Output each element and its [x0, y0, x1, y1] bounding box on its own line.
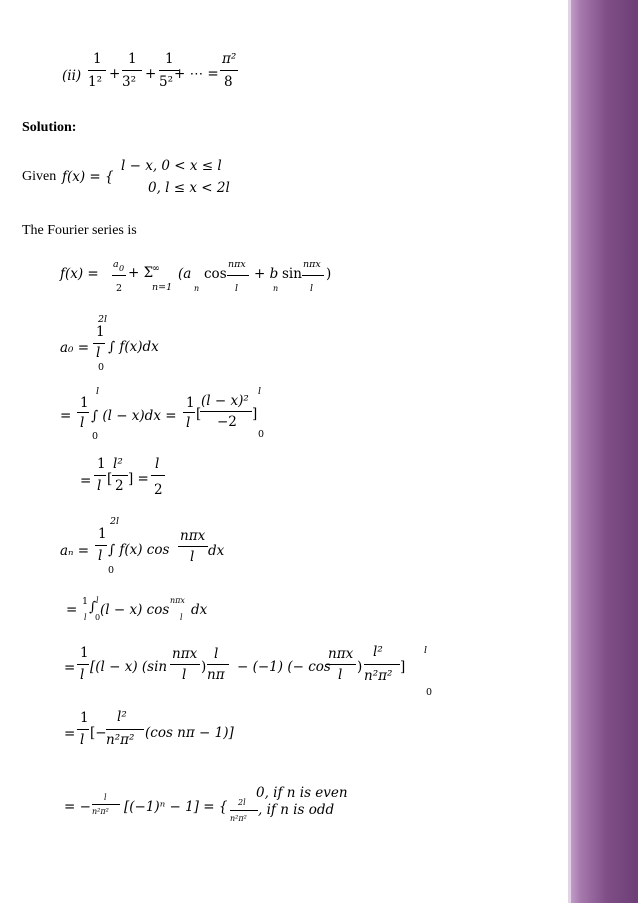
lower-limit: 0 — [92, 431, 99, 442]
equals: = — [60, 408, 72, 424]
a0-numerator: a — [113, 259, 119, 270]
npix-num: nπx — [172, 646, 198, 662]
an-open: (a — [178, 266, 192, 282]
l-squared: l² — [117, 709, 127, 725]
integral-expr: ∫ f(x)dx — [108, 339, 159, 355]
one-num: 1 — [97, 456, 106, 472]
fraction-bar — [77, 664, 89, 665]
two-den: 2 — [154, 482, 163, 498]
minus-cos: − (−1) (− cos — [237, 659, 331, 675]
dx-label: dx — [208, 543, 225, 559]
npix-num: nπx — [180, 528, 206, 544]
case-odd: , if n is odd — [258, 802, 335, 818]
denominator-3: 3² — [122, 74, 137, 90]
fraction-bar — [112, 275, 126, 276]
l-num: l — [155, 456, 160, 472]
l-squared: l² — [113, 456, 123, 472]
n2pi2-den: n²π² — [230, 814, 247, 823]
numerator-1c: 1 — [165, 51, 174, 67]
bracket-open: [ — [196, 406, 202, 422]
upper-limit: l — [96, 386, 100, 397]
two-l-num: 2l — [238, 798, 246, 807]
l-den: l — [338, 667, 343, 683]
upper-limit: 2l — [110, 516, 120, 527]
bracket-open: [ — [107, 471, 113, 487]
lower-limit: 0 — [258, 429, 265, 440]
eight: 8 — [224, 74, 233, 90]
fraction-bar — [92, 804, 120, 805]
close-paren: ) — [357, 659, 363, 675]
npi-den: nπ — [207, 667, 225, 683]
one-num: 1 — [80, 645, 89, 661]
an-lhs: aₙ = — [60, 543, 90, 559]
case-2: 0, l ≤ x < 2l — [148, 180, 230, 196]
fraction-bar — [364, 664, 400, 665]
lower-limit: 0 — [108, 565, 115, 576]
l-den: l — [97, 478, 102, 494]
l-num: l — [104, 793, 107, 802]
fraction-bar — [151, 475, 165, 476]
integral-expr: ∫ f(x) cos — [108, 542, 170, 558]
equals: = — [64, 726, 76, 742]
fraction-bar — [227, 275, 249, 276]
fourier-intro: The Fourier series is — [22, 223, 137, 238]
l-den: l — [190, 549, 195, 565]
numerator-1b: 1 — [128, 51, 137, 67]
two-denominator: 2 — [116, 283, 123, 294]
pi-squared: π² — [222, 51, 237, 67]
fx-brace: f(x) = { — [62, 169, 114, 185]
l-den: l — [182, 667, 187, 683]
l-den: l — [98, 548, 103, 564]
one-num: 1 — [186, 395, 195, 411]
n-sub: n — [194, 284, 200, 293]
two-den: 2 — [115, 478, 124, 494]
one-num: 1 — [98, 526, 107, 542]
n-sub: n — [273, 284, 279, 293]
numerator-1a: 1 — [93, 51, 102, 67]
cos-label: cos — [204, 266, 227, 282]
upper-limit: l — [424, 645, 428, 656]
sum-lower: n=1 — [152, 282, 173, 293]
minus-two-den: −2 — [217, 414, 237, 430]
one-num: 1 — [82, 596, 89, 607]
l-den: l — [186, 415, 191, 431]
npix-num: nπx — [228, 259, 246, 270]
case-1: l − x, 0 < x ≤ l — [121, 158, 222, 174]
fraction-bar — [94, 475, 106, 476]
npix-num: nπx — [328, 646, 354, 662]
plus-sign: + — [109, 66, 121, 82]
fraction-bar — [200, 411, 252, 412]
one-num: 1 — [96, 324, 105, 340]
l-den: l — [180, 613, 183, 622]
solution-heading: Solution: — [22, 120, 77, 135]
bracket-close: ] — [252, 406, 258, 422]
bracket-open: [− — [90, 725, 107, 741]
one-num: 1 — [80, 710, 89, 726]
square-num: (l − x)² — [201, 393, 249, 409]
lower-limit: 0 — [95, 613, 101, 622]
l-den: l — [310, 283, 314, 294]
given-label: Given — [22, 169, 57, 184]
fraction-bar — [326, 664, 356, 665]
npix-num: nπx — [170, 596, 185, 605]
fraction-bar — [178, 546, 208, 547]
equals: = — [66, 602, 78, 618]
equals-minus: = − — [64, 799, 91, 815]
sum-sign: + Σ — [128, 265, 154, 281]
a0-lhs: a₀ = — [60, 340, 90, 356]
fraction-bar — [183, 412, 195, 413]
bracket-close-eq: ] = — [128, 471, 149, 487]
upper-limit: 2l — [98, 314, 108, 325]
denominator-5: 5² — [159, 74, 174, 90]
fraction-bar — [88, 70, 106, 71]
n2pi2-den: n²π² — [92, 807, 109, 816]
sin-label: sin — [282, 266, 302, 282]
case-even: 0, if n is even — [256, 785, 348, 801]
cos-expr: (cos nπ − 1)] — [145, 725, 234, 741]
decorative-sidebar — [568, 0, 638, 903]
plus-b: + b — [254, 266, 279, 282]
plus-sign: + — [145, 66, 157, 82]
l-den: l — [84, 613, 87, 622]
power-expr: [(−1)ⁿ − 1] = { — [124, 799, 228, 815]
bracket-close: ] — [400, 659, 406, 675]
l-squared: l² — [373, 644, 383, 660]
npix-num: nπx — [303, 259, 321, 270]
l-den: l — [235, 283, 239, 294]
series-label: (ii) — [62, 68, 82, 84]
lower-limit: 0 — [98, 362, 105, 373]
one-num: 1 — [80, 395, 89, 411]
n2pi2-den: n²π² — [364, 668, 393, 684]
a0-sub: 0 — [119, 264, 125, 273]
integral-expr: ∫ (l − x)dx = — [91, 408, 177, 424]
integral-sign: ∫ — [89, 599, 97, 615]
equals: = — [80, 473, 92, 489]
fraction-bar — [77, 412, 89, 413]
fx-lhs: f(x) = — [60, 266, 99, 282]
fraction-bar — [106, 729, 144, 730]
l-den: l — [96, 345, 101, 361]
fraction-bar — [122, 70, 142, 71]
dots-equals: + ⋯ = — [174, 66, 219, 82]
close-paren: ) — [201, 659, 207, 675]
bracket-expr: [(l − x) (sin — [90, 659, 168, 675]
upper-limit: l — [258, 386, 262, 397]
integrand: (l − x) cos — [100, 602, 170, 618]
n2pi2-den: n²π² — [106, 732, 135, 748]
fraction-bar — [170, 664, 200, 665]
fraction-bar — [220, 70, 238, 71]
fraction-bar — [112, 475, 128, 476]
lower-limit: 0 — [426, 687, 433, 698]
fraction-bar — [230, 810, 258, 811]
fraction-bar — [207, 664, 229, 665]
upper-limit: l — [96, 596, 99, 605]
denominator-1: 1² — [88, 74, 103, 90]
l-den: l — [80, 667, 85, 683]
fraction-bar — [93, 343, 105, 344]
sum-upper: ∞ — [152, 263, 160, 274]
fraction-bar — [95, 545, 107, 546]
l-den: l — [80, 415, 85, 431]
close-paren: ) — [326, 266, 332, 282]
fraction-bar — [77, 729, 89, 730]
l-den: l — [80, 732, 85, 748]
dx-label: dx — [191, 602, 208, 618]
equals: = — [64, 660, 76, 676]
l-num: l — [214, 646, 219, 662]
fraction-bar — [302, 275, 324, 276]
